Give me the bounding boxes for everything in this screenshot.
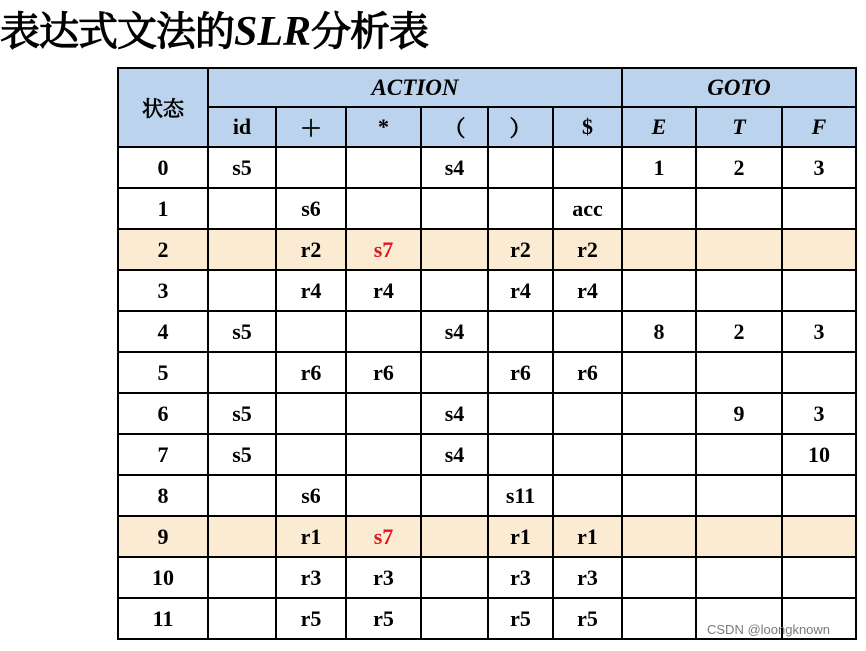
goto-symbol-header: T bbox=[696, 107, 782, 147]
action-cell: r1 bbox=[553, 516, 622, 557]
title-prefix: 表达式文法的 bbox=[0, 9, 234, 55]
state-cell: 9 bbox=[118, 516, 208, 557]
action-cell bbox=[553, 147, 622, 188]
action-cell bbox=[346, 393, 421, 434]
action-cell bbox=[488, 393, 553, 434]
action-cell bbox=[276, 147, 346, 188]
action-cell bbox=[421, 270, 488, 311]
state-cell: 1 bbox=[118, 188, 208, 229]
action-cell bbox=[488, 188, 553, 229]
action-cell bbox=[346, 188, 421, 229]
action-cell bbox=[421, 475, 488, 516]
action-cell: s7 bbox=[346, 516, 421, 557]
table-row bbox=[118, 475, 856, 516]
action-symbol-header: * bbox=[346, 107, 421, 147]
goto-cell bbox=[622, 188, 696, 229]
table-body bbox=[118, 147, 856, 639]
action-cell: acc bbox=[553, 188, 622, 229]
action-cell: r5 bbox=[488, 598, 553, 639]
action-cell: r3 bbox=[553, 557, 622, 598]
goto-cell: 3 bbox=[782, 393, 856, 434]
state-cell: 10 bbox=[118, 557, 208, 598]
goto-cell: 2 bbox=[696, 147, 782, 188]
action-cell: s4 bbox=[421, 434, 488, 475]
action-cell: s7 bbox=[346, 229, 421, 270]
action-cell bbox=[346, 475, 421, 516]
goto-cell bbox=[696, 434, 782, 475]
action-cell: s4 bbox=[421, 311, 488, 352]
page-title bbox=[0, 4, 428, 60]
goto-cell: 2 bbox=[696, 311, 782, 352]
action-cell bbox=[208, 598, 276, 639]
table-row bbox=[118, 393, 856, 434]
action-cell: s11 bbox=[488, 475, 553, 516]
action-cell bbox=[553, 475, 622, 516]
goto-cell bbox=[782, 188, 856, 229]
action-cell bbox=[276, 311, 346, 352]
action-symbol-header: ） bbox=[488, 107, 553, 147]
action-cell bbox=[553, 434, 622, 475]
action-cell bbox=[276, 393, 346, 434]
action-cell bbox=[488, 434, 553, 475]
action-cell bbox=[421, 557, 488, 598]
action-cell: s5 bbox=[208, 434, 276, 475]
goto-cell: 3 bbox=[782, 147, 856, 188]
action-cell: r2 bbox=[276, 229, 346, 270]
action-symbol-header: $ bbox=[553, 107, 622, 147]
state-cell: 3 bbox=[118, 270, 208, 311]
action-cell bbox=[553, 393, 622, 434]
goto-cell bbox=[696, 516, 782, 557]
goto-cell bbox=[782, 352, 856, 393]
action-group-header: ACTION bbox=[208, 68, 622, 107]
title-grammar: SLR bbox=[234, 9, 312, 55]
goto-cell bbox=[622, 434, 696, 475]
action-cell: r1 bbox=[276, 516, 346, 557]
action-cell bbox=[488, 311, 553, 352]
action-cell: r6 bbox=[276, 352, 346, 393]
state-cell: 7 bbox=[118, 434, 208, 475]
goto-cell bbox=[622, 352, 696, 393]
goto-cell bbox=[696, 352, 782, 393]
action-cell: r1 bbox=[488, 516, 553, 557]
action-cell bbox=[421, 188, 488, 229]
action-cell: r6 bbox=[346, 352, 421, 393]
goto-cell bbox=[782, 475, 856, 516]
goto-cell bbox=[782, 557, 856, 598]
goto-cell bbox=[696, 270, 782, 311]
goto-cell bbox=[622, 557, 696, 598]
action-cell bbox=[421, 352, 488, 393]
goto-cell: 8 bbox=[622, 311, 696, 352]
slr-parse-table bbox=[117, 67, 857, 640]
action-cell: r3 bbox=[346, 557, 421, 598]
goto-symbol-header: E bbox=[622, 107, 696, 147]
goto-cell bbox=[622, 270, 696, 311]
table-row bbox=[118, 188, 856, 229]
goto-cell bbox=[782, 270, 856, 311]
goto-cell bbox=[696, 229, 782, 270]
action-cell: r4 bbox=[488, 270, 553, 311]
table-row bbox=[118, 229, 856, 270]
title-suffix: 分析表 bbox=[311, 9, 429, 55]
action-cell: s6 bbox=[276, 188, 346, 229]
action-cell bbox=[208, 188, 276, 229]
action-cell bbox=[208, 352, 276, 393]
action-cell: r6 bbox=[553, 352, 622, 393]
action-cell bbox=[346, 434, 421, 475]
action-cell: r3 bbox=[488, 557, 553, 598]
action-cell: r5 bbox=[553, 598, 622, 639]
table-row bbox=[118, 434, 856, 475]
goto-cell bbox=[696, 188, 782, 229]
action-cell: s6 bbox=[276, 475, 346, 516]
action-cell bbox=[208, 516, 276, 557]
action-cell bbox=[346, 311, 421, 352]
goto-cell bbox=[782, 229, 856, 270]
action-cell: r6 bbox=[488, 352, 553, 393]
action-cell bbox=[208, 475, 276, 516]
goto-cell bbox=[622, 393, 696, 434]
action-cell: s5 bbox=[208, 311, 276, 352]
table-row bbox=[118, 311, 856, 352]
state-cell: 0 bbox=[118, 147, 208, 188]
goto-cell: 10 bbox=[782, 434, 856, 475]
action-cell: r3 bbox=[276, 557, 346, 598]
action-symbol-header: ＋ bbox=[276, 107, 346, 147]
table-row bbox=[118, 147, 856, 188]
action-cell: s4 bbox=[421, 147, 488, 188]
action-cell: s4 bbox=[421, 393, 488, 434]
action-cell bbox=[208, 557, 276, 598]
table-row bbox=[118, 270, 856, 311]
state-cell: 8 bbox=[118, 475, 208, 516]
state-cell: 5 bbox=[118, 352, 208, 393]
goto-cell bbox=[622, 598, 696, 639]
goto-cell bbox=[696, 475, 782, 516]
goto-cell: 9 bbox=[696, 393, 782, 434]
goto-cell bbox=[622, 229, 696, 270]
action-cell bbox=[208, 270, 276, 311]
table-row bbox=[118, 557, 856, 598]
action-cell: r5 bbox=[346, 598, 421, 639]
action-cell: s5 bbox=[208, 393, 276, 434]
goto-cell bbox=[782, 516, 856, 557]
action-symbol-header: id bbox=[208, 107, 276, 147]
goto-group-header: GOTO bbox=[622, 68, 856, 107]
goto-cell bbox=[622, 516, 696, 557]
action-cell bbox=[346, 147, 421, 188]
action-cell: r4 bbox=[276, 270, 346, 311]
action-cell bbox=[488, 147, 553, 188]
action-cell: s5 bbox=[208, 147, 276, 188]
action-cell: r2 bbox=[488, 229, 553, 270]
action-cell bbox=[208, 229, 276, 270]
watermark: CSDN @loongknown bbox=[707, 622, 831, 637]
state-cell: 2 bbox=[118, 229, 208, 270]
action-cell: r2 bbox=[553, 229, 622, 270]
goto-cell bbox=[696, 557, 782, 598]
action-symbol-header: （ bbox=[421, 107, 488, 147]
table-row bbox=[118, 352, 856, 393]
state-cell: 11 bbox=[118, 598, 208, 639]
action-cell: r5 bbox=[276, 598, 346, 639]
action-cell bbox=[553, 311, 622, 352]
state-cell: 4 bbox=[118, 311, 208, 352]
action-cell bbox=[276, 434, 346, 475]
action-cell bbox=[421, 516, 488, 557]
action-cell bbox=[421, 598, 488, 639]
table-row bbox=[118, 516, 856, 557]
state-cell: 6 bbox=[118, 393, 208, 434]
state-column-header: 状态 bbox=[118, 68, 208, 147]
goto-cell: 1 bbox=[622, 147, 696, 188]
goto-symbol-header: F bbox=[782, 107, 856, 147]
action-cell: r4 bbox=[553, 270, 622, 311]
action-cell: r4 bbox=[346, 270, 421, 311]
action-cell bbox=[421, 229, 488, 270]
goto-cell: 3 bbox=[782, 311, 856, 352]
goto-cell bbox=[622, 475, 696, 516]
